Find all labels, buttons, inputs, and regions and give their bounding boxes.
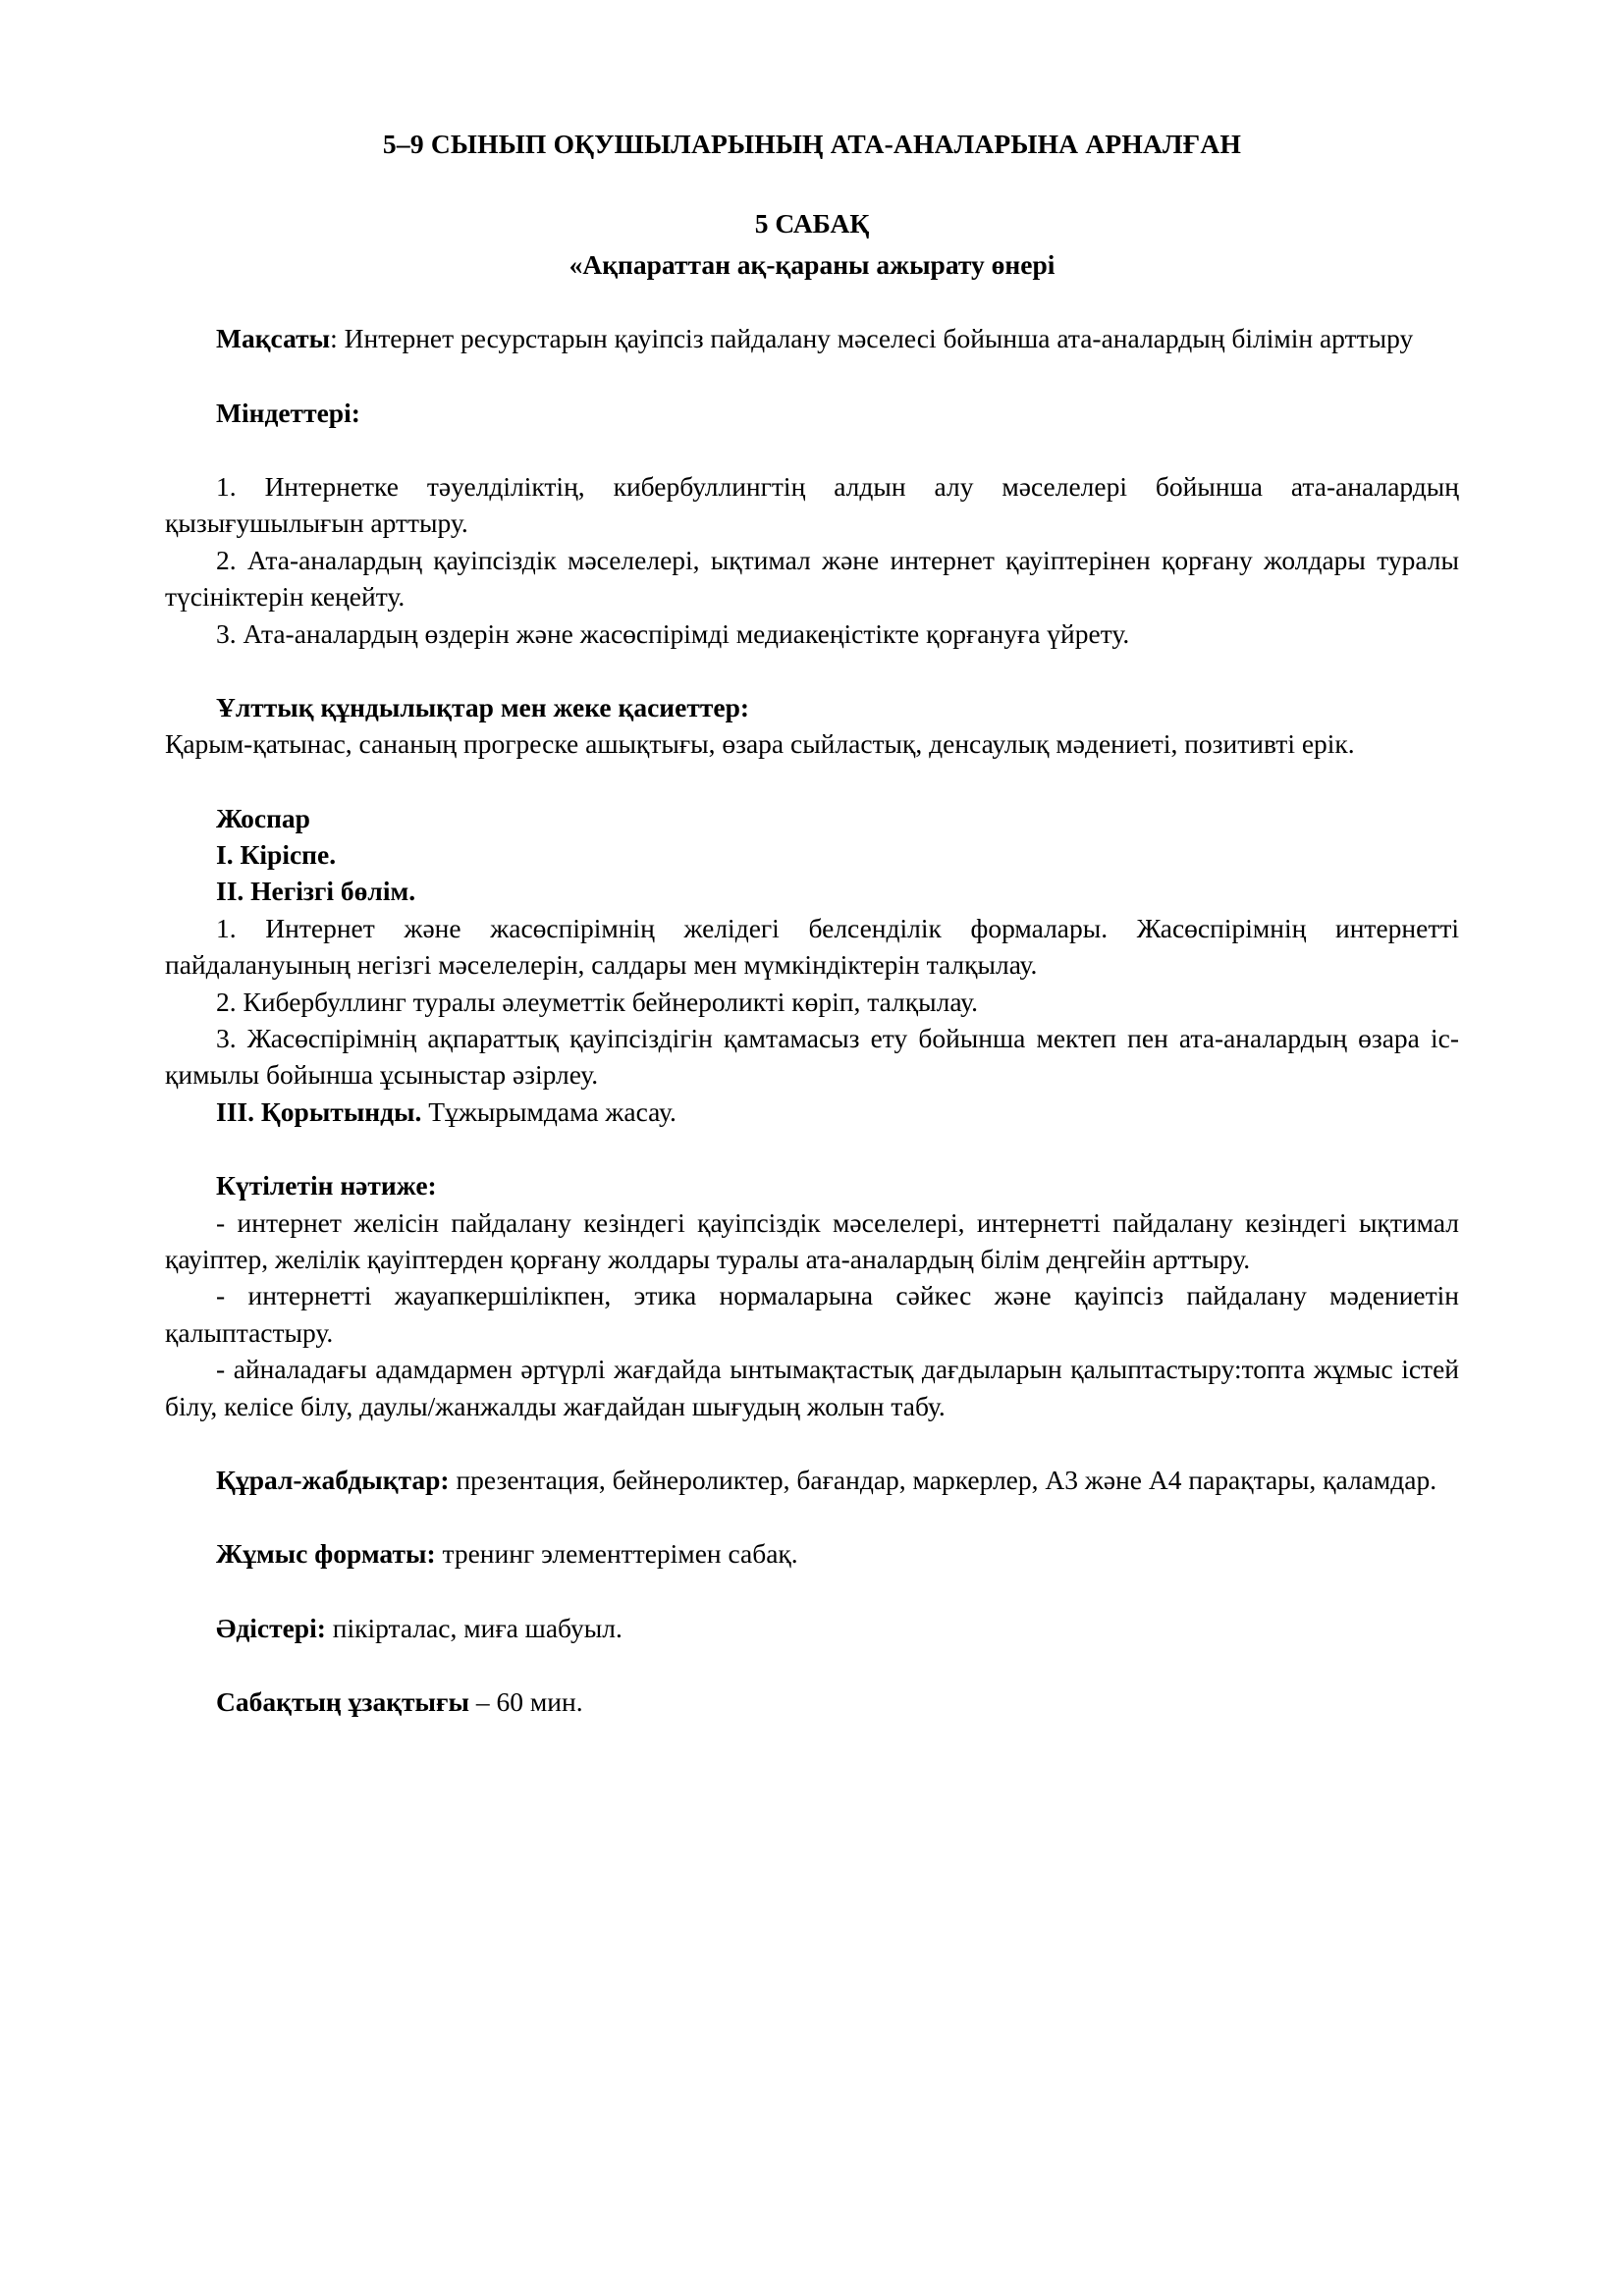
tasks-label: Міндеттері: xyxy=(216,397,360,428)
lesson-number: 5 САБАҚ xyxy=(754,208,870,240)
format-paragraph xyxy=(165,1535,1459,1572)
expected-result-item-3: - айналадағы адамдармен әртүрлі жағдайда ынтымақтастық дағдыларын қалыптастыру:топта жұмыс істей білу, келісе білу, даулы/жанжалды жағдайдан шығудың жолын табу. xyxy=(165,1354,1459,1421)
goal-label: Мақсаты xyxy=(216,323,331,354)
goal-separator: : xyxy=(330,323,345,354)
plan-item-1: 1. Интернет және жасөспірімнің желідегі белсенділік формалары. Жасөспірімнің интернетті пайдалануының негізгі мәселелерін, салдары мен мүмкіндіктерін талқылау. xyxy=(165,912,1459,981)
task-item-1: 1. Интернетке тәуелділіктің, кибербуллингтің алдын алу мәселелері бойынша ата-аналардың қызығушылығын арттыру. xyxy=(165,470,1459,539)
goal-paragraph xyxy=(165,320,1459,356)
goal-text: Интернет ресурстарын қауіпсіз пайдалану мәселесі бойынша ата-аналардың білімін арттыру xyxy=(344,323,1414,354)
task-item-2: 2. Ата-аналардың қауіпсіздік мәселелері, ықтимал және интернет қауіптерінен қорғану жолдары туралы түсініктерін кеңейту. xyxy=(165,544,1459,613)
equipment-paragraph xyxy=(165,1462,1459,1498)
plan-conclusion-text: Тұжырымдама жасау. xyxy=(421,1095,677,1127)
plan-item-conclusion xyxy=(165,1094,1459,1130)
plan-conclusion-label: III. Қорытынды. xyxy=(216,1095,422,1127)
methods-text: пікірталас, миға шабуыл. xyxy=(325,1612,623,1643)
lesson-title: «Ақпараттан ақ-қараны ажырату өнері xyxy=(568,248,1056,280)
duration-text: – 60 мин. xyxy=(469,1686,583,1718)
plan-item-3: 3. Жасөспірімнің ақпараттық қауіпсіздігін қамтамасыз ету бойынша мектеп пен ата-аналардың өзара іс-қимылы бойынша ұсыныстар әзірлеу. xyxy=(165,1023,1459,1091)
format-text: тренинг элементтерімен сабақ. xyxy=(435,1538,798,1570)
methods-paragraph xyxy=(165,1610,1459,1646)
plan-item-main: II. Негізгі бөлім. xyxy=(216,876,416,907)
equipment-text: презентация, бейнероликтер, бағандар, маркерлер, А3 және А4 парақтары, қаламдар. xyxy=(449,1464,1437,1495)
equipment-label: Құрал-жабдықтар: xyxy=(216,1464,450,1495)
format-label: Жұмыс форматы: xyxy=(216,1538,436,1570)
values-label: Ұлттық құндылықтар мен жеке қасиеттер: xyxy=(216,691,750,722)
plan-label: Жоспар xyxy=(216,802,310,833)
expected-result-item-2: - интернетті жауапкершілікпен, этика нормаларына сәйкес және қауіпсіз пайдалану мәдениетін қалыптастыру. xyxy=(165,1280,1459,1348)
plan-item-intro: I. Кіріспе. xyxy=(216,839,337,871)
duration-paragraph xyxy=(165,1683,1459,1720)
expected-result-item-1: - интернет желісін пайдалану кезіндегі қауіпсіздік мәселелері, интернетті пайдалану кезіндегі ықтимал қауіптер, желілік қауіптерден қорғану жолдары туралы ата-аналардың білім деңгейін арттыру. xyxy=(165,1206,1459,1274)
plan-item-2: 2. Кибербуллинг туралы әлеуметтік бейнероликті көріп, талқылау. xyxy=(216,986,979,1017)
duration-label: Сабақтың ұзақтығы xyxy=(216,1686,469,1718)
task-item-3: 3. Ата-аналардың өздерін және жасөспірімді медиакеңістікте қорғануға үйрету. xyxy=(216,617,1130,649)
expected-result-label: Күтілетін нәтиже: xyxy=(216,1170,437,1201)
values-text: Қарым-қатынас, сананың прогреске ашықтығы, өзара сыйластық, денсаулық мәдениеті, позитивті ерік. xyxy=(165,728,1355,760)
page-title: 5–9 СЫНЫП ОҚУШЫЛАРЫНЫҢ АТА-АНАЛАРЫНА АРНАЛҒАН xyxy=(382,129,1242,159)
methods-label: Әдістері: xyxy=(216,1612,326,1643)
document-body xyxy=(165,126,1459,1721)
